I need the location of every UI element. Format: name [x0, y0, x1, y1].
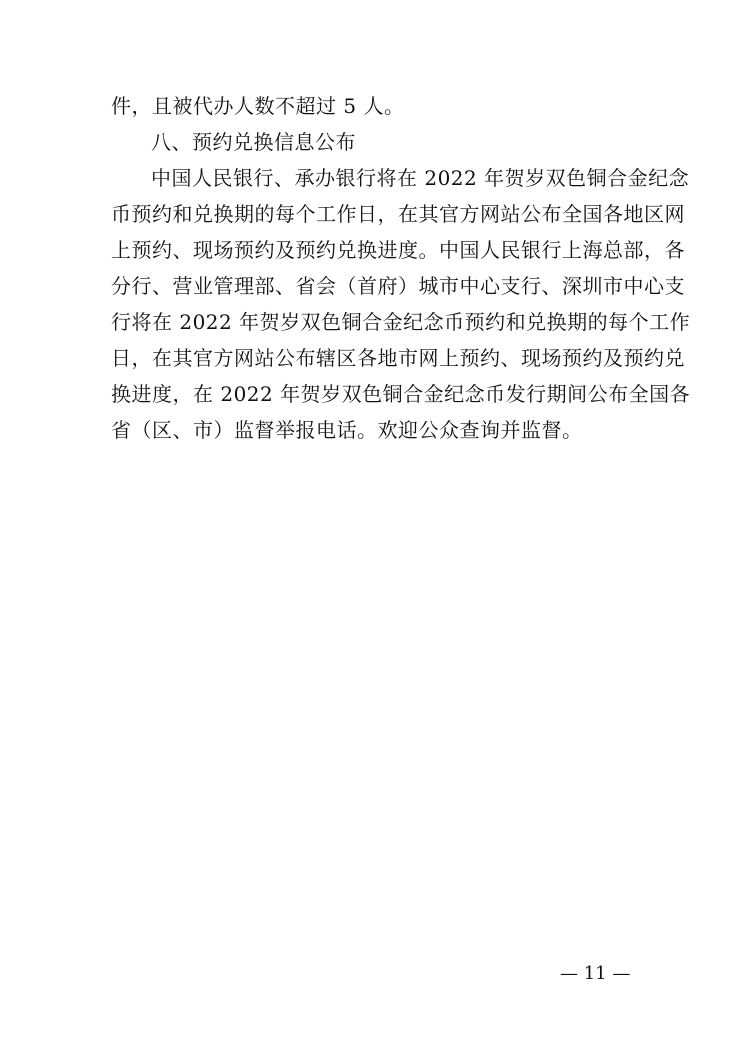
paragraph-line: 分行、营业管理部、省会（首府）城市中心支行、深圳市中心支: [111, 274, 685, 298]
paragraph-line: 币预约和兑换期的每个工作日，在其官方网站公布全国各地区网: [111, 202, 685, 226]
paragraph-line: 日，在其官方网站公布辖区各地市网上预约、现场预约及预约兑: [111, 346, 685, 370]
body-paragraph: [111, 160, 691, 448]
document-body: [111, 88, 691, 448]
continuation-line: 件，且被代办人数不超过 5 人。: [111, 94, 405, 118]
paragraph-line: 行将在 2022 年贺岁双色铜合金纪念币预约和兑换期的每个工作: [111, 310, 691, 334]
paragraph-line: 省（区、市）监督举报电话。欢迎公众查询并监督。: [111, 418, 583, 442]
paragraph-line: 换进度，在 2022 年贺岁双色铜合金纪念币发行期间公布全国各: [111, 382, 691, 406]
paragraph-line: 中国人民银行、承办银行将在 2022 年贺岁双色铜合金纪念: [151, 166, 690, 190]
paragraph-line: 上预约、现场预约及预约兑换进度。中国人民银行上海总部，各: [111, 238, 685, 262]
page-number: — 11 —: [560, 963, 631, 984]
section-heading: 八、预约兑换信息公布: [151, 130, 356, 154]
